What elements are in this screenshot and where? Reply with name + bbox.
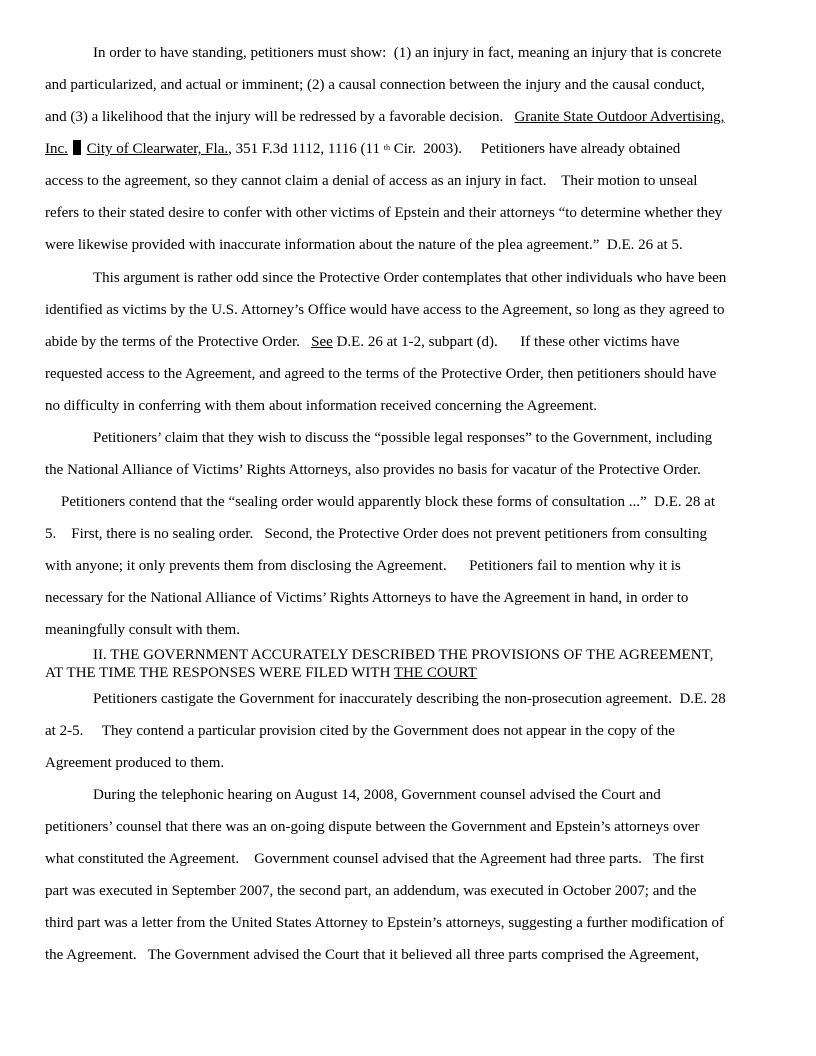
text-span: Petitioners have already obtained: [480, 141, 681, 157]
text-line: the Agreement. The Government advised the Court that it believed all three parts comprised the Agreement,: [45, 947, 700, 963]
text-line: petitioners’ counsel that there was an on-going dispute between the Government and Epstein’s attorneys over: [45, 819, 700, 835]
case-citation-name: City of Clearwater, Fla.: [86, 141, 229, 157]
text-line: This argument is rather odd since the Protective Order contemplates that other individuals who have been: [93, 270, 727, 286]
text-line: what constituted the Agreement. Government counsel advised that the Agreement had three parts. The first: [45, 851, 705, 867]
section-heading-line: [45, 664, 477, 684]
section-heading-line: II. THE GOVERNMENT ACCURATELY DESCRIBED THE PROVISIONS OF THE AGREEMENT,: [93, 647, 714, 663]
text-span: D.E. 26 at 1-2, subpart (d). If these other victims have: [336, 334, 680, 350]
text-line: with anyone; it only prevents them from disclosing the Agreement. Petitioners fail to mention why it is: [45, 558, 681, 574]
text-line: Petitioners’ claim that they wish to discuss the “possible legal responses” to the Government, including: [93, 430, 713, 446]
text-line: Petitioners castigate the Government for inaccurately describing the non-prosecution agreement. D.E. 28: [93, 691, 726, 707]
text-line: refers to their stated desire to confer with other victims of Epstein and their attorneys “to determine whether they: [45, 205, 723, 221]
text-line: part was executed in September 2007, the second part, an addendum, was executed in October 2007; and the: [45, 883, 697, 899]
text-line: In order to have standing, petitioners must show: (1) an injury in fact, meaning an injury that is concrete: [93, 45, 722, 61]
citation-court-year: Cir. 2003).: [389, 141, 463, 157]
text-line: at 2-5. They contend a particular provision cited by the Government does not appear in the copy of the: [45, 723, 675, 739]
superscript-ordinal: th: [383, 143, 390, 152]
text-line: [45, 107, 724, 127]
text-line: the National Alliance of Victims’ Rights Attorneys, also provides no basis for vacatur of the Protective Order.: [45, 462, 701, 478]
citation-reporter: , 351 F.3d 1112, 1116 (11: [228, 141, 380, 157]
text-line: were likewise provided with inaccurate information about the nature of the plea agreement.” D.E. 26 at 5.: [45, 237, 683, 253]
text-line: [45, 332, 679, 352]
text-line: third part was a letter from the United States Attorney to Epstein’s attorneys, suggesting a further modification of: [45, 915, 725, 931]
heading-text: AT THE TIME THE RESPONSES WERE FILED WITH: [45, 665, 394, 681]
redaction-block: [73, 140, 81, 155]
text-line: Petitioners contend that the “sealing order would apparently block these forms of consultation ...” D.E. 28 at: [61, 494, 715, 510]
text-line: no difficulty in conferring with them about information received concerning the Agreement.: [45, 398, 598, 414]
heading-underlined-text: THE COURT: [393, 665, 477, 681]
text-line: During the telephonic hearing on August 14, 2008, Government counsel advised the Court and: [93, 787, 661, 803]
text-line: necessary for the National Alliance of Victims’ Rights Attorneys to have the Agreement in hand, in order to: [45, 590, 689, 606]
text-line: 5. First, there is no sealing order. Second, the Protective Order does not prevent petitioners from consulting: [45, 526, 707, 542]
text-line: and particularized, and actual or imminent; (2) a causal connection between the injury and the causal conduct,: [45, 77, 705, 93]
text-line: [45, 139, 680, 159]
text-line: requested access to the Agreement, and agreed to the terms of the Protective Order, then petitioners should have: [45, 366, 717, 382]
text-line: Agreement produced to them.: [45, 755, 225, 771]
text-line: access to the agreement, so they cannot claim a denial of access as an injury in fact. Their motion to unseal: [45, 173, 698, 189]
text-span: and (3) a likelihood that the injury will be redressed by a favorable decision.: [45, 109, 504, 125]
text-span: abide by the terms of the Protective Order.: [45, 334, 300, 350]
case-citation-link: Granite State Outdoor Advertising,: [514, 109, 725, 125]
text-line: meaningfully consult with them.: [45, 622, 240, 638]
see-signal: See: [311, 334, 333, 350]
case-citation-name: Inc.: [45, 141, 68, 157]
text-line: identified as victims by the U.S. Attorney’s Office would have access to the Agreement, so long as they agreed to: [45, 302, 725, 318]
